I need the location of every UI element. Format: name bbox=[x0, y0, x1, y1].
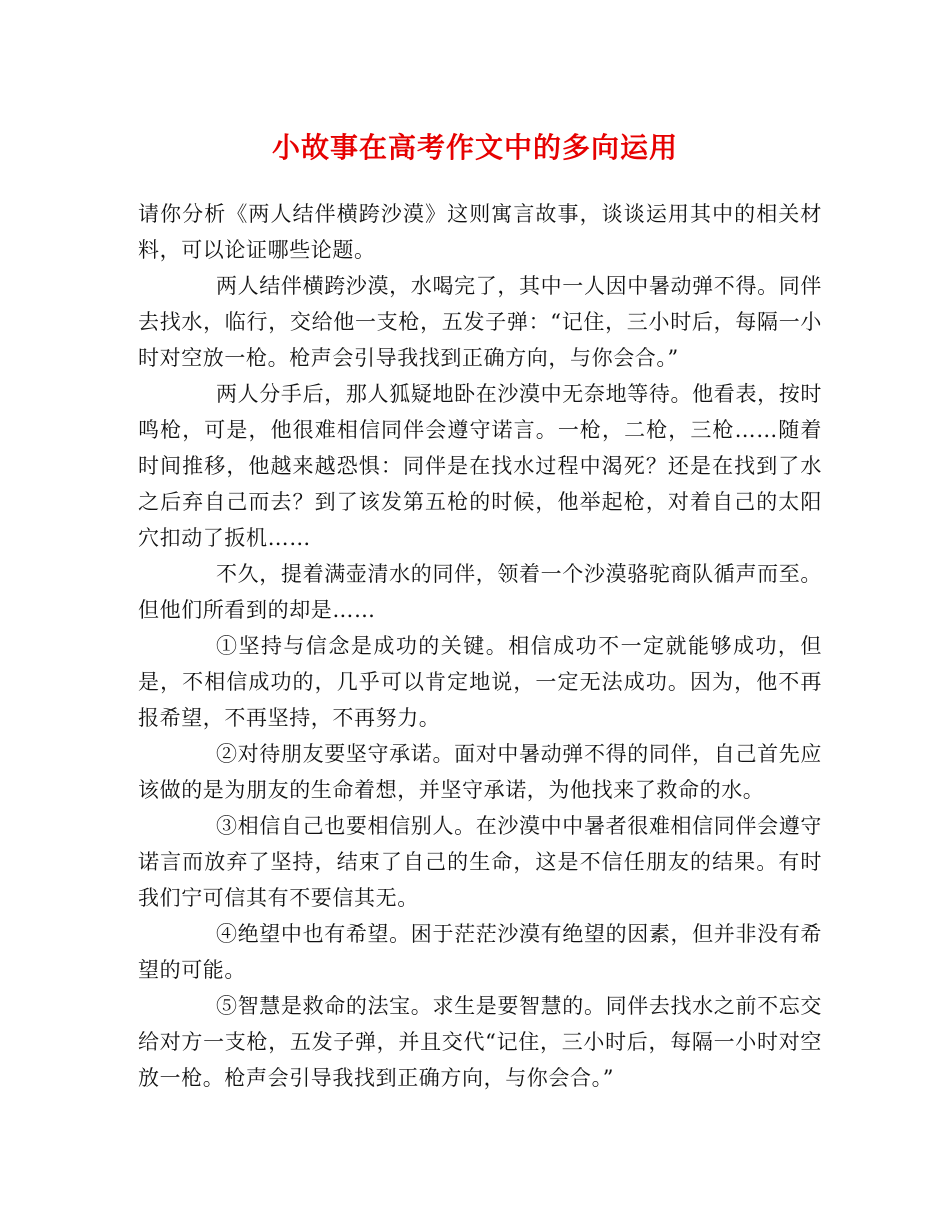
paragraph-story-2: 两人分手后，那人狐疑地卧在沙漠中无奈地等待。他看表，按时鸣枪，可是，他很难相信同伴会遵守诺言。一枪，二枪，三枪……随着时间推移，他越来越恐惧：同伴是在找水过程中渴死？还是在找到了水之后弃自己而去？到了该发第五枪的时候，他举起枪，对着自己的太阳穴扣动了扳机…… bbox=[138, 382, 822, 550]
paragraph-prompt: 请你分析《两人结伴横跨沙漠》这则寓言故事，谈谈运用其中的相关材料，可以论证哪些论题。 bbox=[138, 202, 822, 262]
paragraph-point-1: ①坚持与信念是成功的关键。相信成功不一定就能够成功，但是，不相信成功的，几乎可以肯定地说，一定无法成功。因为，他不再报希望，不再坚持，不再努力。 bbox=[138, 634, 822, 730]
document-body bbox=[138, 196, 822, 1096]
paragraph-story-1: 两人结伴横跨沙漠，水喝完了，其中一人因中暑动弹不得。同伴去找水，临行，交给他一支枪，五发子弹：“记住，三小时后，每隔一小时对空放一枪。枪声会引导我找到正确方向，与你会合。” bbox=[138, 274, 822, 370]
paragraph-story-3: 不久，提着满壶清水的同伴，领着一个沙漠骆驼商队循声而至。但他们所看到的却是…… bbox=[138, 562, 822, 622]
paragraph-point-4: ④绝望中也有希望。困于茫茫沙漠有绝望的因素，但并非没有希望的可能。 bbox=[138, 922, 822, 982]
page-title: 小故事在高考作文中的多向运用 bbox=[271, 131, 678, 164]
paragraph-point-3: ③相信自己也要相信别人。在沙漠中中暑者很难相信同伴会遵守诺言而放弃了坚持，结束了自己的生命，这是不信任朋友的结果。有时我们宁可信其有不要信其无。 bbox=[138, 814, 822, 910]
paragraph-point-5: ⑤智慧是救命的法宝。求生是要智慧的。同伴去找水之前不忘交给对方一支枪，五发子弹，并且交代“记住，三小时后，每隔一小时对空放一枪。枪声会引导我找到正确方向，与你会合。” bbox=[138, 994, 822, 1090]
paragraph-point-2: ②对待朋友要坚守承诺。面对中暑动弹不得的同伴，自己首先应该做的是为朋友的生命着想，并坚守承诺，为他找来了救命的水。 bbox=[138, 742, 822, 802]
